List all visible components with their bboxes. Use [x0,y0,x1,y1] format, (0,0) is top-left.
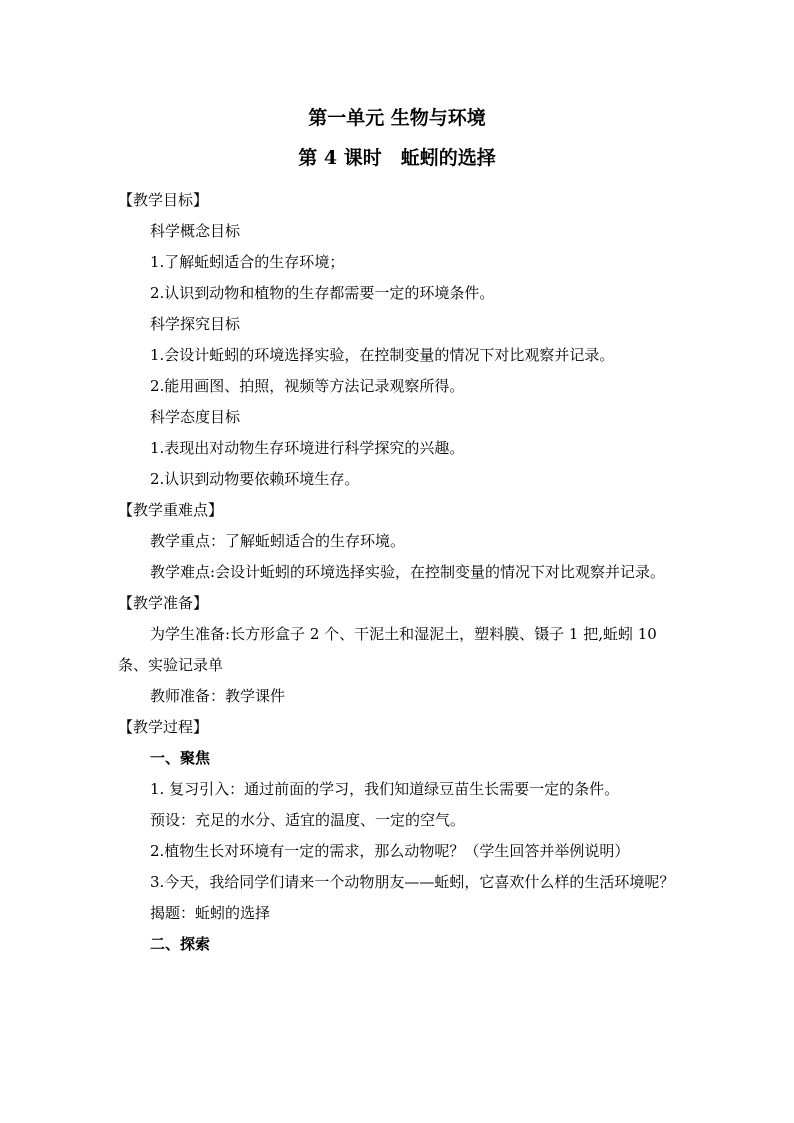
subheading-concept: 科学概念目标 [150,222,241,240]
section-heading-key-points: 【教学重难点】 [118,501,224,519]
text-paragraph: 为学生准备:长方形盒子 2 个、干泥土和湿泥土，塑料膜、镊子 1 把,蚯蚓 10 条、实验记录单 [118,625,657,674]
text-line: 2.植物生长对环境有一定的需求，那么动物呢？（学生回答并举例说明） [150,842,630,860]
step-heading-explore: 二、探索 [150,935,211,953]
lesson-title: 第 4 课时 蚯蚓的选择 [298,147,496,169]
subheading-attitude: 科学态度目标 [150,408,241,426]
text-line: 2.认识到动物要依赖环境生存。 [150,470,360,488]
text-line: 2.认识到动物和植物的生存都需要一定的环境条件。 [150,284,495,302]
text-line: 1.了解蚯蚓适合的生存环境； [150,253,345,271]
subheading-inquiry: 科学探究目标 [150,315,241,333]
text-line: 预设：充足的水分、适宜的温度、一定的空气。 [150,811,466,829]
section-heading-process: 【教学过程】 [118,718,209,736]
text-paragraph: 3.今天，我给同学们请来一个动物朋友——蚯蚓，它喜欢什么样的生活环境呢？ [150,873,675,891]
text-line: 1. 复习引入：通过前面的学习，我们知道绿豆苗生长需要一定的条件。 [150,780,620,798]
text-line: 2.能用画图、拍照，视频等方法记录观察所得。 [150,377,465,395]
text-line: 教师准备：教学课件 [150,687,286,705]
document-title: 第一单元 生物与环境 [308,107,486,129]
step-heading-focus: 一、聚焦 [150,749,211,767]
section-heading-objectives: 【教学目标】 [118,191,209,209]
text-line: 揭题：蚯蚓的选择 [150,904,271,922]
text-line: 教学重点：了解蚯蚓适合的生存环境。 [150,532,406,550]
section-heading-preparation: 【教学准备】 [118,594,209,612]
text-paragraph: 教学难点:会设计蚯蚓的环境选择实验，在控制变量的情况下对比观察并记录。 [150,563,666,581]
text-line: 1.会设计蚯蚓的环境选择实验，在控制变量的情况下对比观察并记录。 [150,346,615,364]
text-line: 1.表现出对动物生存环境进行科学探究的兴趣。 [150,439,465,457]
document-body [118,185,678,960]
